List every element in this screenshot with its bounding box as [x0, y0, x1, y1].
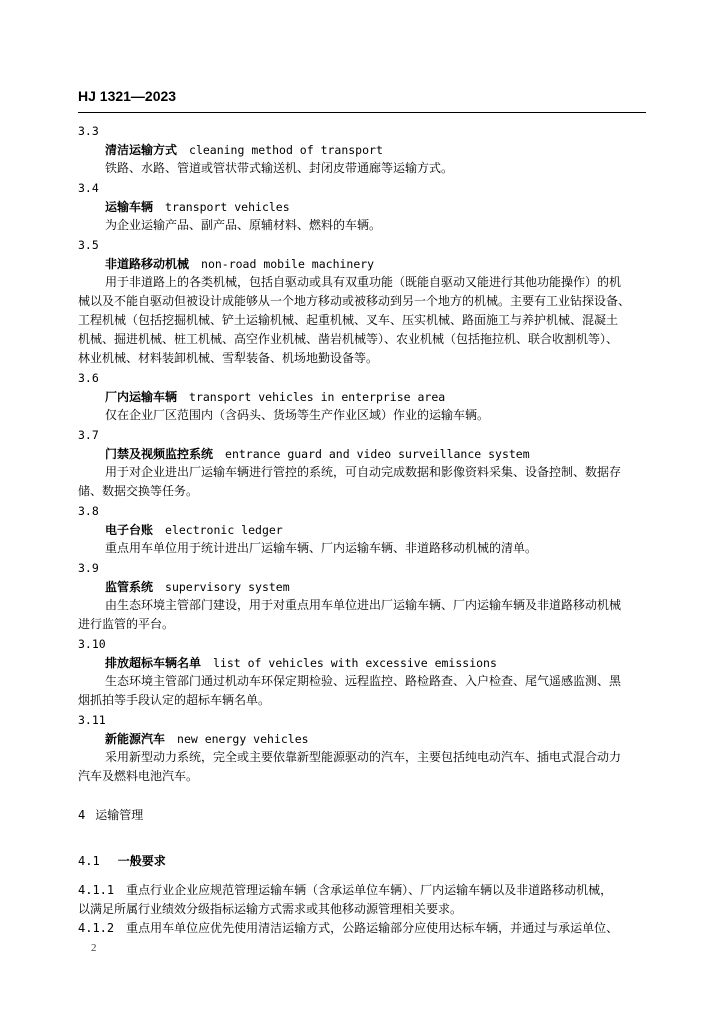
- subsection-title: 一般要求: [117, 854, 166, 868]
- term-line: [105, 655, 497, 671]
- definition-text: 生态环境主管部门通过机动车环保定期检验、远程监控、路检路查、入户检查、尾气遥感监测、黑: [105, 674, 622, 688]
- definition-text: 由生态环境主管部门建设，用于对重点用车单位进出厂运输车辆、厂内运输车辆及非道路移动机械: [105, 598, 622, 612]
- term-line: [105, 731, 309, 747]
- term-en: entrance guard and video surveillance system: [225, 447, 530, 461]
- term-en: cleaning method of transport: [189, 143, 383, 157]
- definition-text: 为企业运输产品、副产品、原辅材料、燃料的车辆。: [105, 218, 382, 232]
- term-line: [105, 142, 383, 158]
- clause-number: 3.6: [78, 371, 99, 385]
- subsection-heading: [78, 853, 166, 869]
- clause-number: 3.4: [78, 181, 99, 195]
- definition-text: 烟抓拍等手段认定的超标车辆名单。: [78, 693, 271, 707]
- section-number: 4: [78, 808, 86, 822]
- definition-text: 采用新型动力系统，完全或主要依靠新型能源驱动的汽车，主要包括纯电动汽车、插电式混合动力: [105, 750, 622, 764]
- term-zh: 监管系统: [105, 580, 154, 594]
- term-zh: 新能源汽车: [105, 732, 166, 746]
- term-en: list of vehicles with excessive emissions: [213, 656, 497, 670]
- clause-text: 重点用车单位应优先使用清洁运输方式，公路运输部分应使用达标车辆，并通过与承运单位、: [126, 921, 619, 935]
- definition-text: 仅在企业厂区范围内（含码头、货场等生产作业区域）作业的运输车辆。: [105, 408, 490, 422]
- definition-text: 储、数据交换等任务。: [78, 484, 199, 498]
- term-en: supervisory system: [165, 580, 290, 594]
- standard-code: HJ 1321—2023: [78, 88, 177, 104]
- term-zh: 厂内运输车辆: [105, 390, 178, 404]
- term-zh: 排放超标车辆名单: [105, 656, 202, 670]
- section-title: 运输管理: [95, 808, 144, 822]
- term-zh: 运输车辆: [105, 200, 154, 214]
- clause-number: 3.9: [78, 561, 99, 575]
- clause-text: 以满足所属行业绩效分级指标运输方式需求或其他移动源管理相关要求。: [78, 902, 463, 916]
- clause-number: 3.11: [78, 713, 106, 727]
- term-zh: 非道路移动机械: [105, 257, 190, 271]
- header-rule: [78, 112, 646, 113]
- term-line: [105, 579, 290, 595]
- term-zh: 清洁运输方式: [105, 143, 178, 157]
- clause-number: 3.3: [78, 124, 99, 138]
- clause-line: [78, 882, 612, 898]
- clause-number: 3.10: [78, 637, 106, 651]
- page-number: 2: [91, 942, 97, 954]
- section-heading: [78, 807, 143, 823]
- clause-number: 4.1.2: [78, 921, 115, 935]
- term-line: [105, 389, 445, 405]
- subsection-number: 4.1: [78, 854, 100, 868]
- term-en: transport vehicles in enterprise area: [189, 390, 446, 404]
- clause-line: [78, 920, 618, 936]
- definition-text: 汽车及燃料电池汽车。: [78, 769, 199, 783]
- term-line: [105, 446, 530, 462]
- term-en: electronic ledger: [165, 523, 283, 537]
- clause-number: 3.7: [78, 428, 99, 442]
- clause-number: 3.8: [78, 504, 99, 518]
- definition-text: 机械、掘进机械、桩工机械、高空作业机械、凿岩机械等）、农业机械（包括拖拉机、联合收割机等）、: [78, 332, 619, 346]
- clause-text: 重点行业企业应规范管理运输车辆（含承运单位车辆）、厂内运输车辆以及非道路移动机械，: [126, 883, 613, 897]
- term-en: non-road mobile machinery: [201, 257, 375, 271]
- definition-text: 铁路、水路、管道或管状带式输送机、封闭皮带通廊等运输方式。: [105, 161, 454, 175]
- clause-number: 3.5: [78, 238, 99, 252]
- definition-text: 用于对企业进出厂运输车辆进行管控的系统，可自动完成数据和影像资料采集、设备控制、数据存: [105, 465, 622, 479]
- term-zh: 门禁及视频监控系统: [105, 447, 214, 461]
- definition-text: 工程机械（包括挖掘机械、铲土运输机械、起重机械、叉车、压实机械、路面施工与养护机械、混凝土: [78, 313, 619, 327]
- clause-number: 4.1.1: [78, 883, 115, 897]
- definition-text: 械以及不能自驱动但被设计成能够从一个地方移动或被移动到另一个地方的机械。主要有工业钻探设备、: [78, 294, 631, 308]
- term-en: new energy vehicles: [177, 732, 309, 746]
- term-line: [105, 256, 374, 272]
- definition-text: 林业机械、材料装卸机械、雪犁装备、机场地勤设备等。: [78, 351, 379, 365]
- definition-text: 用于非道路上的各类机械，包括自驱动或具有双重功能（既能自驱动又能进行其他功能操作）的机: [105, 275, 622, 289]
- term-line: [105, 522, 283, 538]
- definition-text: 重点用车单位用于统计进出厂运输车辆、厂内运输车辆、非道路移动机械的清单。: [105, 541, 538, 555]
- term-zh: 电子台账: [105, 523, 154, 537]
- term-en: transport vehicles: [165, 200, 290, 214]
- term-line: [105, 199, 290, 215]
- definition-text: 进行监管的平台。: [78, 617, 175, 631]
